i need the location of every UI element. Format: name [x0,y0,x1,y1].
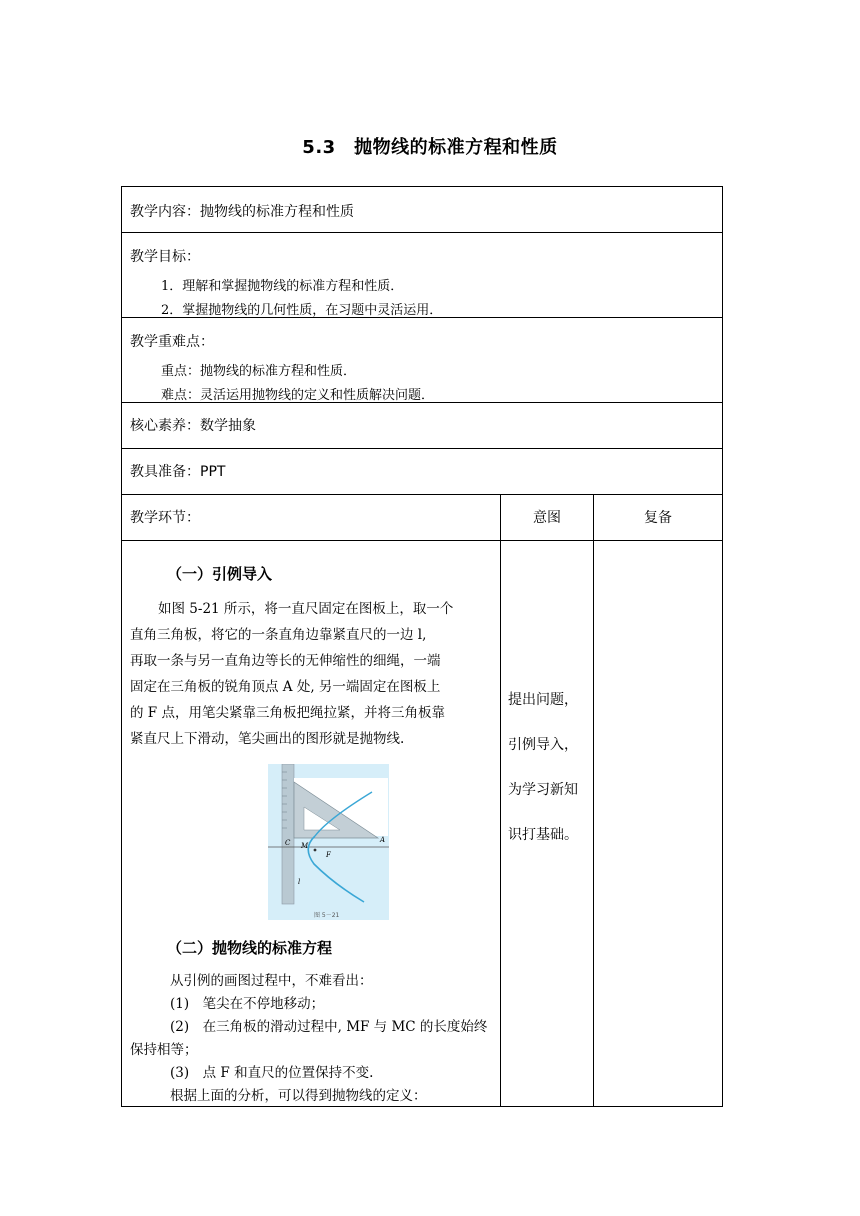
paragraph-line: (2) 在三角板的滑动过程中, MF 与 MC 的长度始终 [170,1019,488,1035]
table-border-right [722,186,723,1107]
ruler [282,764,294,904]
list-item: 2．掌握抛物线的几何性质，在习题中灵活运用． [161,303,443,318]
section-heading-standard-equation: （二）抛物线的标准方程 [167,939,333,957]
paragraph-line: 保持相等； [130,1042,198,1058]
keypoints-list [161,360,434,408]
paragraph-line: 从引例的画图过程中，不难看出： [170,973,373,989]
page-title: 5.3 抛物线的标准方程和性质 [302,137,558,158]
review-header: 复备 [644,510,672,526]
label-c: C [285,839,291,847]
label-a: A [380,836,386,844]
core-literacy-label: 核心素养：数学抽象 [130,418,256,434]
figure-caption: 图 5－21 [314,912,340,919]
list-item: 1．理解和掌握抛物线的标准方程和性质． [161,279,404,294]
row-divider [121,494,723,495]
column-divider [500,494,501,1107]
intro-paragraph [130,596,453,752]
label-f: F [326,851,331,859]
label-m: M [301,842,309,850]
teaching-goals-label: 教学目标： [130,249,200,265]
keypoints-label: 教学重难点： [130,334,214,350]
paragraph-line: 紧直尺上下滑动，笔尖画出的图形就是抛物线. [130,731,405,747]
analysis-paragraph [130,970,487,1108]
row-divider [121,448,723,449]
lesson-plan-table [121,186,723,1107]
table-border-left [121,186,122,1107]
parabola-figure [268,764,389,920]
table-border-top [121,186,723,187]
intent-line: 为学习新知 [508,782,578,798]
paragraph-line: 直角三角板，将它的一条直角边靠紧直尺的一边 l, [130,627,427,643]
teaching-content-label: 教学内容：抛物线的标准方程和性质 [130,204,354,220]
focus-point [314,849,317,852]
teaching-tools-label: 教具准备：PPT [130,464,226,480]
paragraph-line: 根据上面的分析，可以得到抛物线的定义： [170,1088,427,1104]
intent-header: 意图 [533,510,561,526]
teaching-steps-header: 教学环节： [130,510,200,526]
paragraph-line: (3) 点 F 和直尺的位置保持不变. [170,1065,374,1081]
paragraph-line: 固定在三角板的锐角顶点 A 处, 另一端固定在图板上 [130,679,441,695]
paragraph-line: 如图 5-21 所示，将一直尺固定在图板上，取一个 [158,601,454,617]
row-divider [121,540,723,541]
paragraph-line: 再取一条与另一直角边等长的无伸缩性的细绳，一端 [130,653,441,669]
teaching-goals-list [161,275,442,323]
row-divider [121,232,723,233]
intent-line: 提出问题， [508,692,578,708]
list-item: 重点：抛物线的标准方程和性质． [161,364,357,379]
section-heading-intro: （一）引例导入 [167,565,273,583]
list-item: 难点：灵活运用抛物线的定义和性质解决问题． [161,388,435,403]
intent-line: 引例导入， [508,737,578,753]
column-divider [593,494,594,1107]
paragraph-line: 的 F 点，用笔尖紧靠三角板把绳拉紧，并将三角板靠 [130,705,445,721]
intent-line: 识打基础。 [508,827,578,843]
label-l: l [298,878,301,886]
paragraph-line: (1) 笔尖在不停地移动； [170,996,325,1012]
